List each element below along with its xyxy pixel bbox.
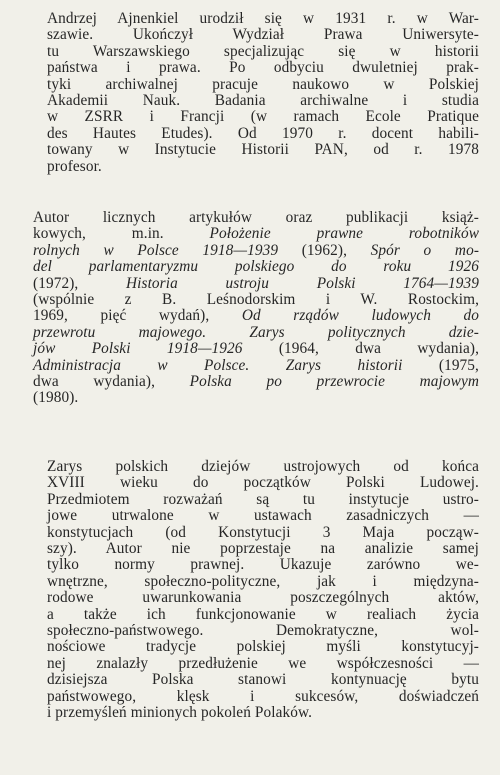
title-text: Historia ustroju Polski 1764—1939 xyxy=(126,274,479,292)
text-line: państwowego, klęsk i sukcesów, doświadczeń xyxy=(47,687,479,705)
text-line: państwa i prawa. Po odbyciu dwuletniej prak- xyxy=(47,59,479,77)
text-line xyxy=(33,226,479,242)
book-description-paragraph xyxy=(33,459,479,722)
text-line: szy). Autor nie poprzestaje na analizie samej xyxy=(47,540,479,558)
text-segment: (1972), xyxy=(33,274,127,292)
title-text: Spór o mo- xyxy=(370,241,480,259)
title-text: Administracja w Polsce. Zarys historii xyxy=(33,356,403,374)
text-line xyxy=(33,276,479,292)
title-text: Położenie prawne robotników xyxy=(209,225,479,243)
text-line xyxy=(33,243,479,259)
text-segment: (wspólnie z B. Leśnodorskim i W. Rostockim, xyxy=(33,291,479,309)
author-works-paragraph xyxy=(33,210,479,407)
text-segment: kowych, m.in. xyxy=(33,225,210,243)
text-segment: (1962), xyxy=(278,241,371,259)
text-line: społeczno-państwowego. Demokratyczne, wol- xyxy=(47,622,479,640)
title-text: del parlamentaryzmu polskiego do roku 1926 xyxy=(33,258,479,276)
text-line xyxy=(33,325,479,341)
title-text: rolnych w Polsce 1918—1939 xyxy=(33,241,279,259)
text-line: jowe utrwalone w ustawach zasadniczych — xyxy=(47,507,479,525)
text-line: Andrzej Ajnenkiel urodził się w 1931 r. w War- xyxy=(47,10,479,27)
text-segment: (1975, xyxy=(402,356,479,374)
text-line: profesor. xyxy=(47,157,102,175)
text-line: nej znalazły przedłużenie we współczesności — xyxy=(47,654,479,672)
text-line: w ZSRR i Francji (w ramach Ecole Pratique xyxy=(47,108,479,126)
text-segment: 1969, pięć wydań), xyxy=(33,307,242,325)
title-text: jów Polski 1918—1926 xyxy=(33,340,243,358)
title-text: Polska po przewrocie majowym xyxy=(189,373,479,391)
text-line: rodowe uwarunkowania poszczególnych aktów, xyxy=(47,589,479,607)
title-text: przewrotu majowego. Zarys politycznych dzie- xyxy=(33,323,479,341)
text-line: konstytucjach (od Konstytucji 3 Maja począw- xyxy=(47,523,479,541)
text-segment: dwa wydania), xyxy=(33,373,190,391)
text-line xyxy=(33,341,479,357)
text-line: a także ich funkcjonowanie w realiach życia xyxy=(47,605,479,623)
text-line xyxy=(33,292,479,308)
text-line xyxy=(33,390,479,406)
text-segment: (1964, dwa wydania), xyxy=(242,340,479,358)
text-segment: Autor licznych artykułów oraz publikacji książ- xyxy=(33,209,479,226)
text-line xyxy=(33,308,479,324)
text-line: i przemyśleń minionych pokoleń Polaków. xyxy=(47,704,313,722)
text-line: Zarys polskich dziejów ustrojowych od końca xyxy=(47,458,479,475)
text-line: nościowe tradycje polskiej myśli konstytucyj- xyxy=(47,638,479,656)
text-line xyxy=(33,210,479,226)
text-line: dzisiejsza Polska stanowi kontynuację bytu xyxy=(47,671,479,689)
text-line: szawie. Ukończył Wydział Prawa Uniwersyte- xyxy=(47,26,479,44)
text-line: wnętrzne, społeczno-polityczne, jak i międzyna- xyxy=(47,572,479,590)
text-line: tylko normy prawnej. Ukazuje zarówno we- xyxy=(47,556,479,574)
text-line: des Hautes Etudes). Od 1970 r. docent habili- xyxy=(47,124,479,142)
text-line: Akademii Nauk. Badania archiwalne i studia xyxy=(47,92,479,110)
text-line xyxy=(33,374,479,390)
text-line: tu Warszawskiego specjalizując się w historii xyxy=(47,42,479,60)
text-line: towany w Instytucie Historii PAN, od r. 1978 xyxy=(47,141,479,159)
text-line: Przedmiotem rozważań są tu instytucje ustro- xyxy=(47,490,479,508)
text-line: tyki archiwalnej pracuje naukowo w Polskiej xyxy=(47,75,479,93)
title-text: Od rządów ludowych do xyxy=(241,307,479,325)
author-bio-paragraph xyxy=(33,11,479,175)
text-line xyxy=(33,358,479,374)
text-line xyxy=(33,259,479,275)
text-line: XVIII wieku do początków Polski Ludowej. xyxy=(47,474,479,492)
text-segment: (1980). xyxy=(33,389,79,407)
